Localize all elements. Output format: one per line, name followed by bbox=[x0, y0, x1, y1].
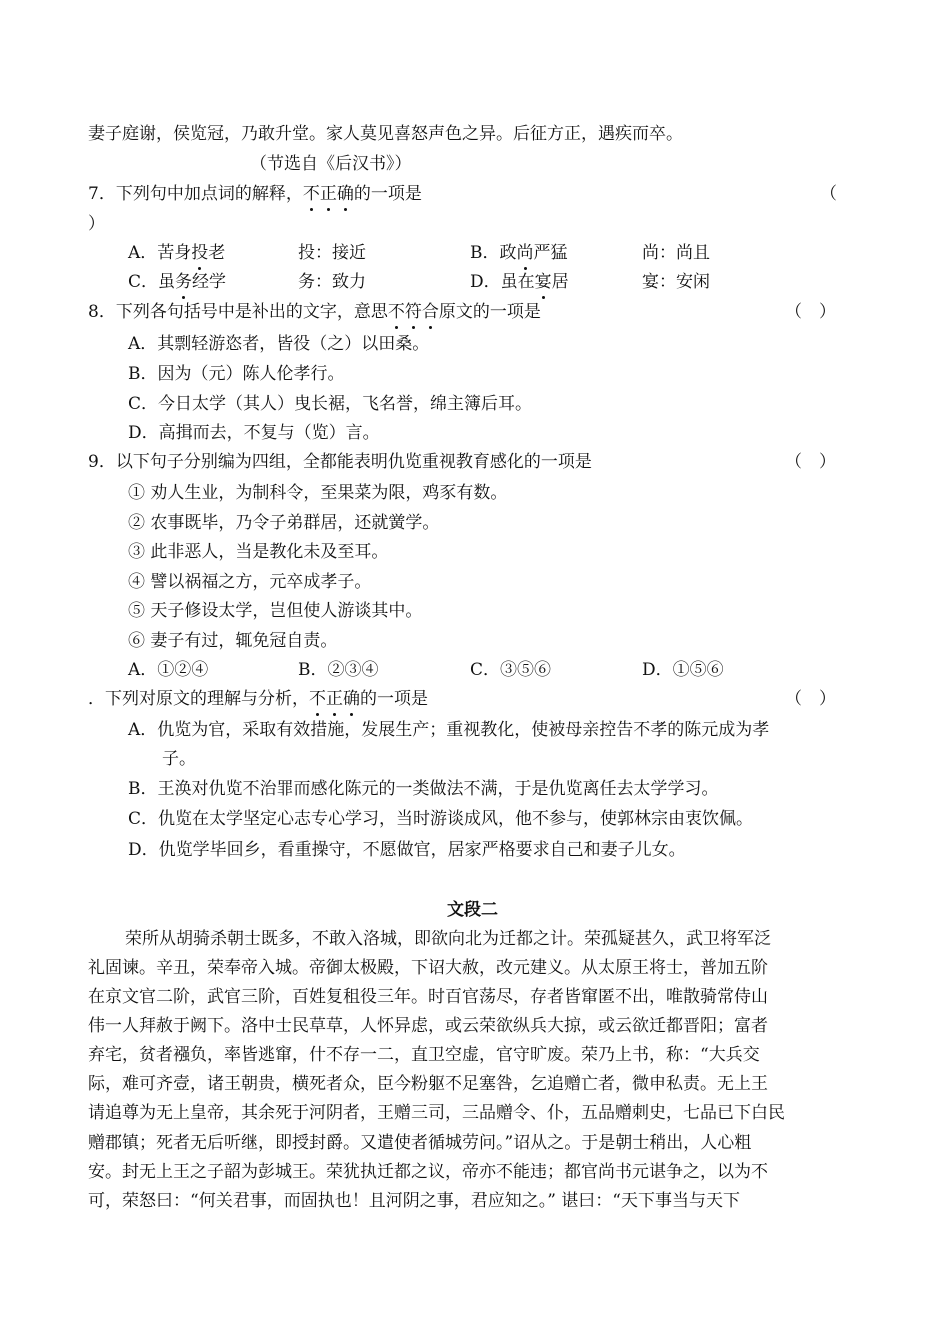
q9-item-5: ⑤ 天子修设太学，岂但使人游谈其中。 bbox=[128, 601, 423, 621]
q7-option-a: A．苦身投老 bbox=[128, 243, 226, 263]
passage-line: 在京文官二阶，武官三阶，百姓复租役三年。时百官荡尽，存者皆窜匿不出，唯散骑常侍山 bbox=[88, 987, 768, 1007]
q8-option-a: A．其剽轻游恣者，皆役（之）以田桑。 bbox=[128, 334, 430, 354]
q9-choice-d: D．①⑤⑥ bbox=[642, 660, 724, 680]
passage-line: 礼固谏。辛丑，荣奉帝入城。帝御太极殿，下诏大赦，改元建义。从太原王将士，普加五阶 bbox=[88, 958, 768, 978]
passage-line: 安。封无上王之子韶为彭城王。荣犹执迁都之议，帝亦不能违；都官尚书元谌争之，以为不 bbox=[88, 1162, 768, 1182]
answer-paren-close: ） bbox=[88, 214, 105, 234]
answer-paren: （ ） bbox=[785, 302, 836, 322]
passage-line: 赠郡镇；死者无后听继，即授封爵。又遣使者循城劳问。”诏从之。于是朝士稍出，人心粗 bbox=[88, 1133, 752, 1153]
q10-option-d: D．仇览学毕回乡，看重操守，不愿做官，居家严格要求自己和妻子儿女。 bbox=[128, 840, 686, 860]
q8-option-b: B．因为（元）陈人伦孝行。 bbox=[128, 364, 345, 384]
q10-option-a: A．仇览为官，采取有效措施，发展生产；重视教化，使被母亲控告不孝的陈元成为孝 bbox=[128, 720, 770, 740]
dotted-char: 不 bbox=[302, 184, 320, 204]
q9-choice-b: B．②③④ bbox=[298, 660, 379, 680]
passage-line: 请追尊为无上皇帝，其余死于河阴者，王赠三司，三品赠令、仆，五品赠刺史，七品已下白民 bbox=[88, 1103, 785, 1123]
q9-choice-a: A．①②④ bbox=[128, 660, 209, 680]
passage-line: 荣所从胡骑杀朝士既多，不敢入洛城，即欲向北为迁都之计。荣孤疑甚久，武卫将军泛 bbox=[125, 929, 771, 949]
q10-option-c: C．仇览在太学坚定心志专心学习，当时游谈成风，他不参与，使郭林宗由衷饮佩。 bbox=[128, 809, 754, 829]
q7-option-d-gloss: 宴：安闲 bbox=[642, 272, 710, 292]
stem-text: 7．下列句中加点词的解释， bbox=[88, 184, 303, 204]
q7-option-d: D．虽在宴居 bbox=[470, 272, 569, 292]
section-title: 文段二 bbox=[447, 900, 498, 920]
q9-item-6: ⑥ 妻子有过，辄免冠自责。 bbox=[128, 631, 338, 651]
q7-option-b-gloss: 尚：尚且 bbox=[642, 243, 710, 263]
q10-option-b: B．王涣对仇览不治罪而感化陈元的一类做法不满，于是仇览离任去太学学习。 bbox=[128, 779, 719, 799]
q9-item-1: ① 劝人生业，为制科令，至果菜为限，鸡豕有数。 bbox=[128, 483, 508, 503]
dotted-char: 正 bbox=[319, 184, 337, 204]
q9-item-2: ② 农事既毕，乃令子弟群居，还就黉学。 bbox=[128, 513, 440, 533]
text-line: 妻子庭谢，侯览冠，乃敢升堂。家人莫见喜怒声色之异。后征方正，遇疾而卒。 bbox=[88, 124, 683, 144]
answer-paren-open: （ bbox=[820, 184, 837, 204]
q7-option-a-gloss: 投：接近 bbox=[298, 243, 366, 263]
question-10-stem: ．下列对原文的理解与分析，不正确的一项是 bbox=[88, 689, 428, 709]
question-8-stem: 8．下列各句括号中是补出的文字，意思不符合原文的一项是 bbox=[88, 302, 541, 322]
q7-option-c: C．虽务经学 bbox=[128, 272, 227, 292]
answer-paren: （ ） bbox=[785, 689, 836, 709]
passage-line: 弃宅，贫者襁负，率皆逃窜，什不存一二，直卫空虚，官守旷废。荣乃上书，称：“大兵交 bbox=[88, 1045, 760, 1065]
dotted-char: 确 bbox=[336, 184, 354, 204]
answer-paren: （ ） bbox=[785, 452, 836, 472]
q7-option-c-gloss: 务：致力 bbox=[298, 272, 366, 292]
q9-item-3: ③ 此非恶人，当是教化未及至耳。 bbox=[128, 542, 389, 562]
question-9-stem: 9．以下句子分别编为四组，全都能表明仇览重视教育感化的一项是 bbox=[88, 452, 592, 472]
q10-option-a-cont: 子。 bbox=[162, 749, 196, 769]
q9-item-4: ④ 譬以祸福之方，元卒成孝子。 bbox=[128, 572, 372, 592]
passage-line: 伟一人拜赦于阙下。洛中士民草草，人怀异虑，或云荣欲纵兵大掠，或云欲迁都晋阳；富者 bbox=[88, 1016, 768, 1036]
q7-option-b: B．政尚严猛 bbox=[470, 243, 568, 263]
passage-line: 际，难可齐壹，诸王朝贵，横死者众，臣今粉躯不足塞咎，乞追赠亡者，微申私责。无上王 bbox=[88, 1074, 768, 1094]
q8-option-c: C．今日太学（其人）曳长裾，飞名誉，绵主簿后耳。 bbox=[128, 394, 533, 414]
stem-text: 的一项是 bbox=[353, 184, 422, 204]
source-citation: （节选自《后汉书》） bbox=[250, 154, 412, 174]
passage-line: 可，荣怒曰：“何关君事，而固执也！且河阴之事，君应知之。” 谌曰：“天下事当与天下 bbox=[88, 1191, 740, 1211]
q9-choice-c: C．③⑤⑥ bbox=[470, 660, 552, 680]
q8-option-d: D．高揖而去，不复与（览）言。 bbox=[128, 423, 380, 443]
question-7-stem bbox=[88, 182, 422, 206]
